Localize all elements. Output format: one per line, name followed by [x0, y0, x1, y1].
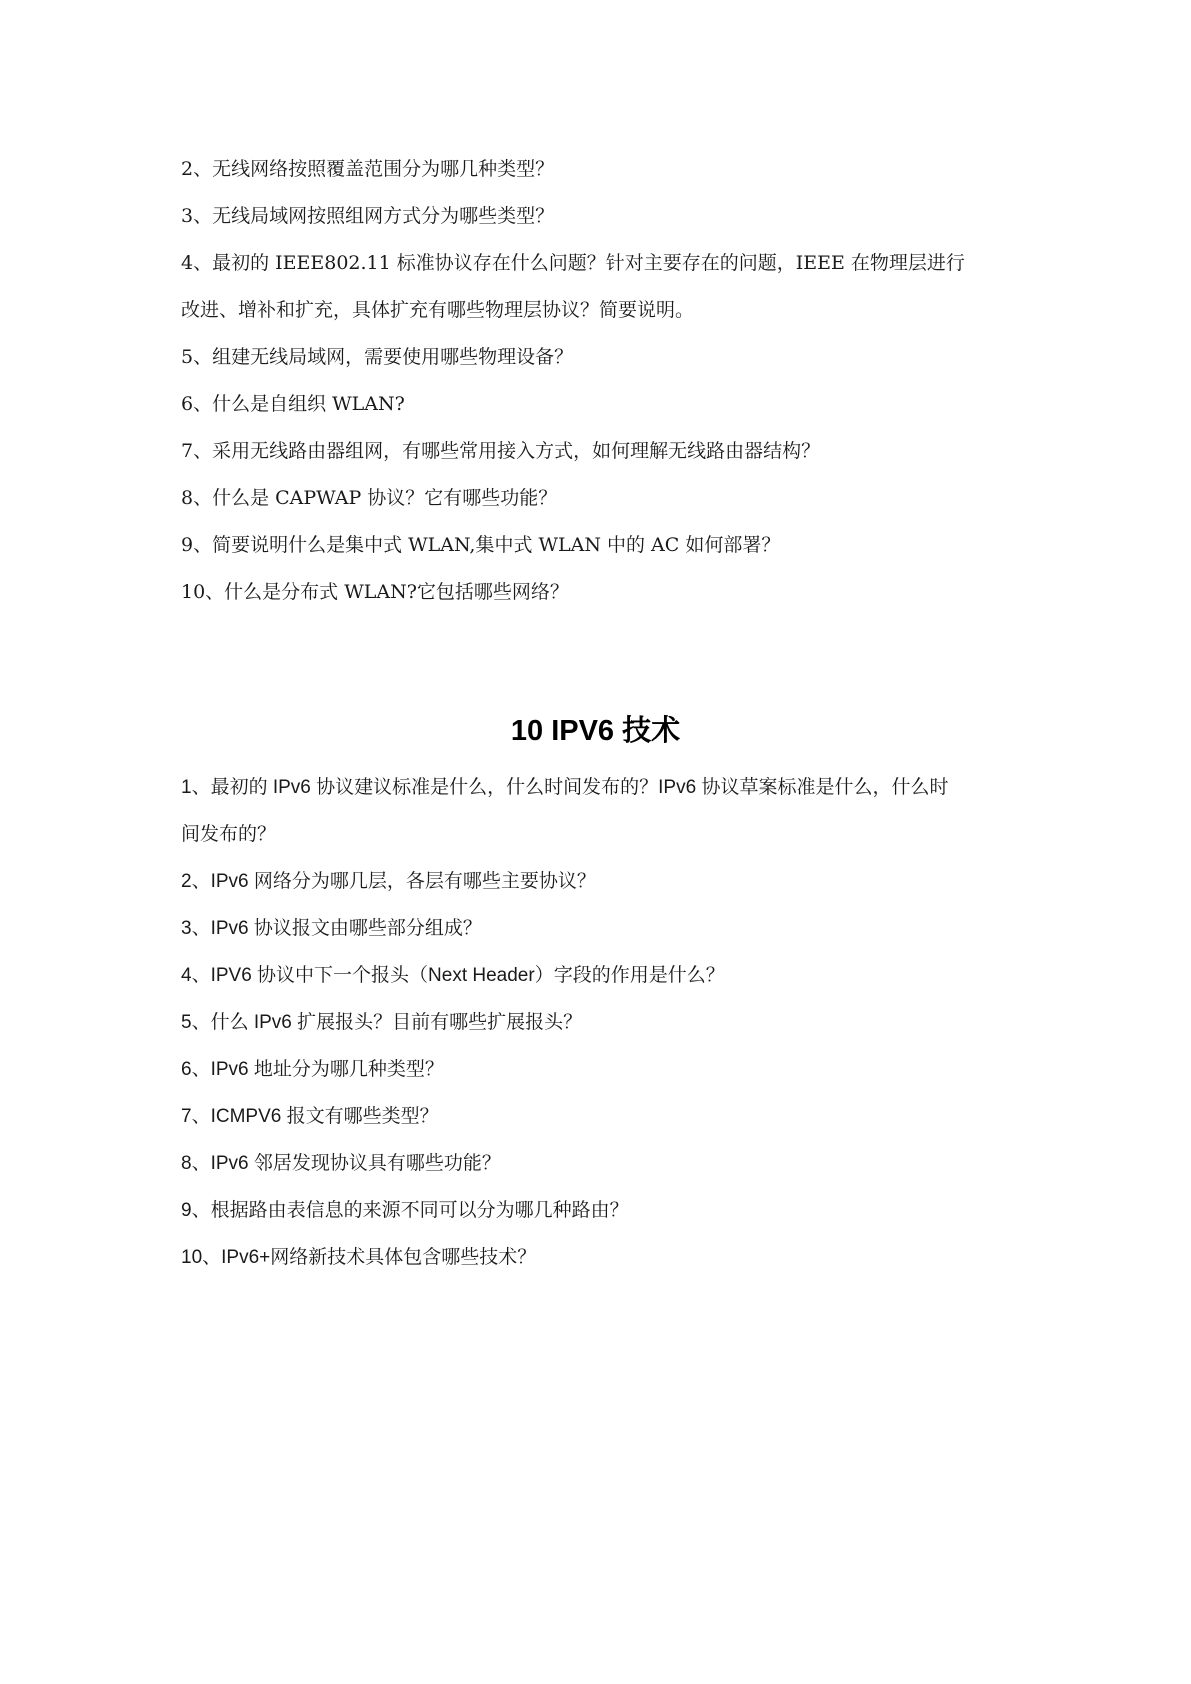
question-line: 6、IPv6 地址分为哪几种类型？ [181, 1059, 444, 1080]
question-line: 8、什么是 CAPWAP 协议？它有哪些功能？ [181, 487, 558, 509]
question-line: 2、无线网络按照覆盖范围分为哪几种类型？ [181, 158, 555, 180]
question-line: 9、简要说明什么是集中式 WLAN,集中式 WLAN 中的 AC 如何部署？ [181, 534, 781, 556]
question-line: 3、无线局域网按照组网方式分为哪些类型？ [181, 205, 555, 227]
question-line: 10、IPv6+网络新技术具体包含哪些技术？ [181, 1247, 537, 1268]
question-line: 5、组建无线局域网，需要使用哪些物理设备？ [181, 346, 574, 368]
question-line: 6、什么是自组织 WLAN? [181, 393, 405, 415]
question-line: 5、什么 IPv6 扩展报头？目前有哪些扩展报头？ [181, 1012, 583, 1033]
question-line: 9、根据路由表信息的来源不同可以分为哪几种路由？ [181, 1200, 629, 1221]
question-line: 3、IPv6 协议报文由哪些部分组成？ [181, 918, 482, 939]
question-line: 4、最初的 IEEE802.11 标准协议存在什么问题？针对主要存在的问题，IEEE 在物理层进行 [181, 252, 965, 274]
question-line: 10、什么是分布式 WLAN?它包括哪些网络？ [181, 581, 569, 603]
question-line: 4、IPV6 协议中下一个报头（Next Header）字段的作用是什么？ [181, 965, 725, 986]
question-line: 8、IPv6 邻居发现协议具有哪些功能？ [181, 1153, 501, 1174]
question-line: 7、采用无线路由器组网，有哪些常用接入方式，如何理解无线路由器结构？ [181, 440, 821, 462]
question-line: 改进、增补和扩充，具体扩充有哪些物理层协议？简要说明。 [181, 299, 695, 321]
question-line: 间发布的？ [181, 824, 277, 845]
section-heading: 10 IPV6 技术 [510, 715, 681, 747]
question-line: 7、ICMPV6 报文有哪些类型？ [181, 1106, 439, 1127]
question-line: 2、IPv6 网络分为哪几层，各层有哪些主要协议？ [181, 871, 596, 892]
question-line: 1、最初的 IPv6 协议建议标准是什么，什么时间发布的？IPv6 协议草案标准是什么，什么时 [181, 777, 949, 798]
